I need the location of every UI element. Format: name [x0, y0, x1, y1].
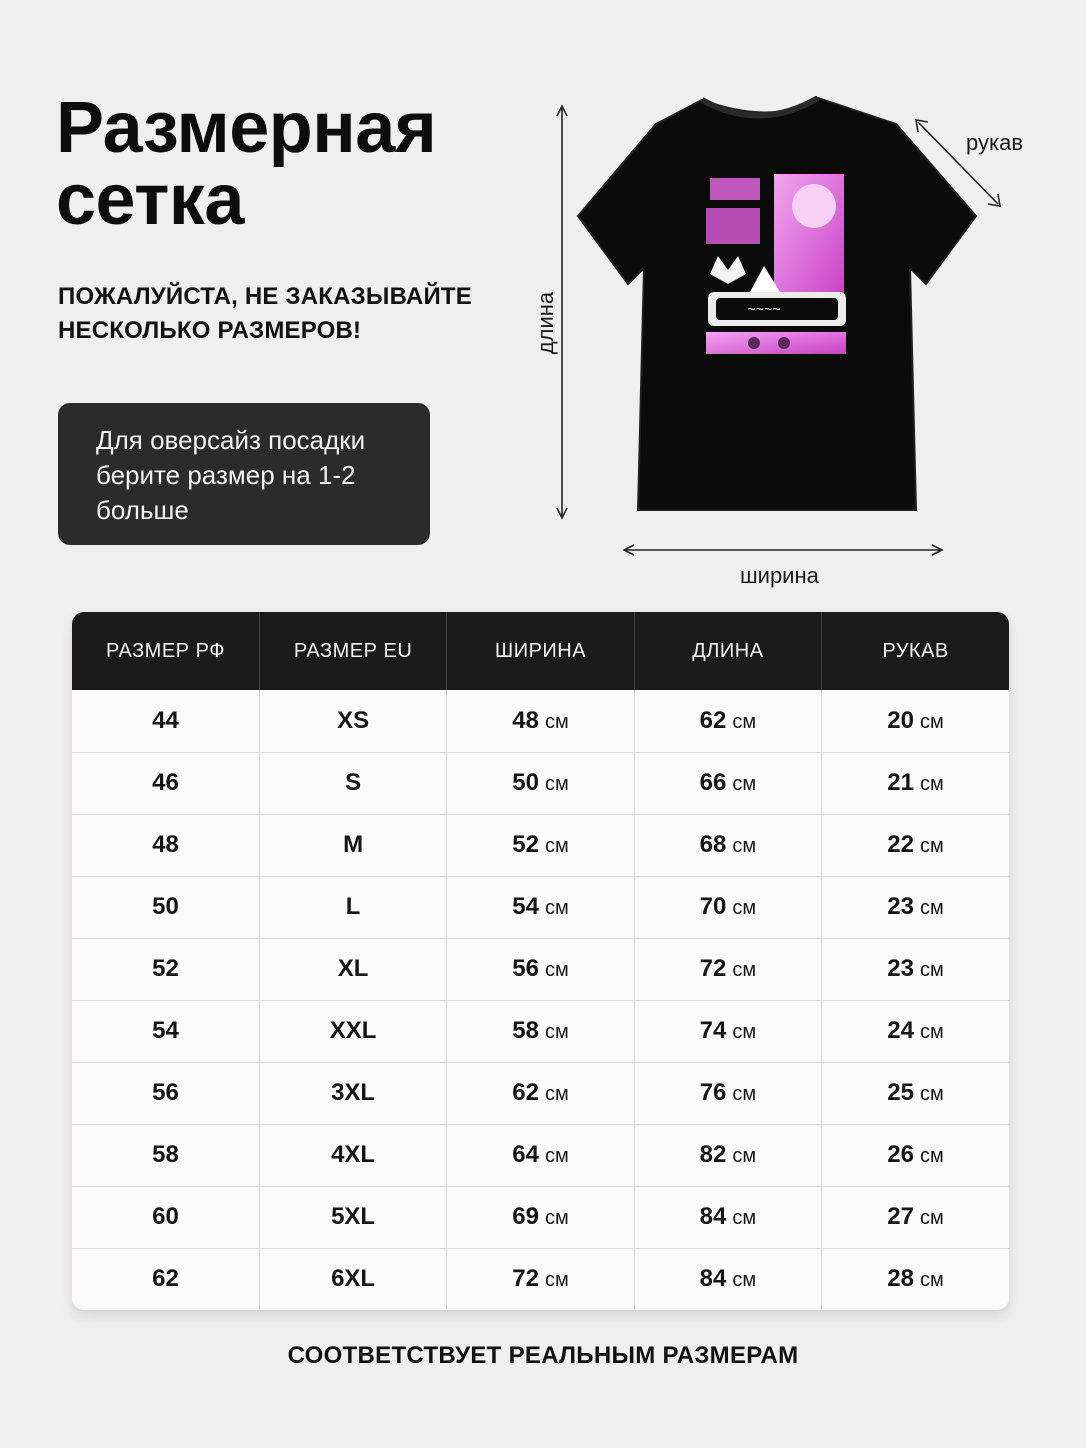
cell-width-value: 62 — [512, 1079, 539, 1106]
unit-label: см — [920, 959, 944, 981]
cell-width — [447, 690, 634, 752]
unit-label: см — [544, 1207, 569, 1229]
table-row — [72, 1248, 1009, 1310]
cell-length — [634, 1186, 821, 1248]
cell-size-ru — [72, 690, 259, 752]
cell-width-value: 64 — [512, 1141, 539, 1168]
cell-size-eu-value: S — [345, 769, 362, 796]
cell-sleeve — [822, 690, 1009, 752]
table-row — [72, 752, 1009, 814]
header-size-eu: РАЗМЕР EU — [259, 612, 446, 690]
cell-size-ru-value: 62 — [152, 1265, 179, 1293]
cell-size-ru-value: 56 — [152, 1079, 179, 1106]
oversize-tip — [58, 403, 430, 545]
cell-size-ru-value: 44 — [152, 706, 179, 734]
unit-label: см — [544, 710, 569, 733]
cell-size-eu-value: 6XL — [331, 1265, 376, 1293]
header-length: ДЛИНА — [634, 612, 821, 690]
table-row — [72, 876, 1009, 938]
cell-width-value: 58 — [512, 1017, 539, 1044]
order-warning — [58, 280, 518, 348]
cell-length — [634, 938, 821, 1000]
cell-length — [634, 1000, 821, 1062]
cell-width — [447, 1124, 634, 1186]
unit-label: см — [732, 1083, 757, 1105]
cell-width-value: 54 — [512, 893, 539, 920]
cell-size-eu-value: 5XL — [331, 1203, 376, 1230]
unit-label: см — [544, 835, 569, 857]
table-row — [72, 690, 1009, 752]
warning-line-2: НЕСКОЛЬКО РАЗМЕРОВ! — [58, 317, 362, 344]
cell-length — [634, 690, 821, 752]
table-row — [72, 1124, 1009, 1186]
cell-length — [634, 752, 821, 814]
unit-label: см — [544, 959, 569, 981]
cell-sleeve — [822, 1062, 1009, 1124]
cell-sleeve — [822, 1248, 1009, 1310]
unit-label: см — [544, 1021, 569, 1043]
cell-length-value: 70 — [699, 893, 727, 920]
cell-size-ru-value: 50 — [152, 893, 179, 920]
cell-size-ru — [72, 938, 259, 1000]
cell-sleeve-value: 20 — [887, 706, 914, 734]
table-row — [72, 938, 1009, 1000]
cell-size-eu — [259, 1062, 446, 1124]
cell-size-ru — [72, 752, 259, 814]
title-line-2: сетка — [56, 160, 244, 240]
unit-label: см — [920, 897, 944, 919]
cell-size-ru — [72, 1124, 259, 1186]
cell-sleeve — [822, 876, 1009, 938]
cell-sleeve-value: 26 — [887, 1141, 914, 1168]
table-row — [72, 814, 1009, 876]
cell-length-value: 68 — [699, 831, 727, 858]
tshirt-icon — [574, 96, 978, 520]
cell-sleeve-value: 23 — [887, 955, 914, 982]
cell-size-eu — [259, 1248, 446, 1310]
unit-label: см — [732, 835, 757, 857]
cell-size-eu — [259, 938, 446, 1000]
cell-length-value: 84 — [699, 1203, 727, 1230]
cell-sleeve — [822, 1124, 1009, 1186]
size-table — [72, 612, 1009, 1310]
cell-size-eu — [259, 876, 446, 938]
unit-label: см — [732, 897, 757, 919]
cell-size-eu-value: 4XL — [331, 1141, 376, 1168]
unit-label: см — [920, 1269, 944, 1292]
cell-size-ru — [72, 814, 259, 876]
unit-label: см — [732, 710, 757, 733]
cell-size-eu — [259, 1000, 446, 1062]
unit-label: см — [544, 897, 569, 919]
unit-label: см — [544, 773, 569, 795]
cell-length-value: 82 — [699, 1141, 727, 1168]
unit-label: см — [544, 1269, 569, 1292]
cell-sleeve-value: 28 — [887, 1265, 914, 1293]
header-size-ru: РАЗМЕР РФ — [72, 612, 259, 690]
header-sleeve: РУКАВ — [882, 639, 949, 662]
footer-note: СООТВЕТСТВУЕТ РЕАЛЬНЫМ РАЗМЕРАМ — [287, 1342, 799, 1369]
cell-size-ru — [72, 1000, 259, 1062]
cell-width — [447, 1186, 634, 1248]
table-row — [72, 1186, 1009, 1248]
cell-size-ru-value: 46 — [152, 769, 179, 796]
unit-label: см — [920, 1145, 944, 1167]
unit-label: см — [732, 773, 757, 795]
cell-size-eu — [259, 690, 446, 752]
cell-sleeve — [822, 1000, 1009, 1062]
length-label: длина — [533, 291, 558, 355]
cell-size-ru-value: 58 — [152, 1141, 179, 1168]
unit-label: см — [544, 1083, 569, 1105]
table-header-row — [72, 612, 1009, 690]
cell-length — [634, 1124, 821, 1186]
width-label: ширина — [740, 563, 819, 588]
cell-width — [447, 1062, 634, 1124]
cell-size-eu-value: 3XL — [331, 1079, 376, 1106]
table-row — [72, 1000, 1009, 1062]
cell-width-value: 56 — [512, 955, 539, 982]
table-row — [72, 1062, 1009, 1124]
unit-label: см — [732, 1207, 757, 1229]
cell-size-eu-value: M — [343, 831, 364, 858]
unit-label: см — [920, 773, 944, 795]
cell-width-value: 52 — [512, 831, 539, 858]
cell-sleeve-value: 27 — [887, 1203, 914, 1230]
cell-width-value: 50 — [512, 769, 539, 796]
unit-label: см — [732, 1021, 757, 1043]
cell-length — [634, 1062, 821, 1124]
cell-size-ru — [72, 1186, 259, 1248]
cell-size-ru — [72, 1248, 259, 1310]
cell-size-eu — [259, 1186, 446, 1248]
unit-label: см — [920, 1083, 944, 1105]
cell-size-ru — [72, 876, 259, 938]
cell-length — [634, 876, 821, 938]
cell-width — [447, 876, 634, 938]
unit-label: см — [732, 959, 757, 981]
unit-label: см — [920, 835, 944, 857]
cell-length-value: 76 — [699, 1079, 727, 1106]
unit-label: см — [732, 1145, 757, 1167]
cell-length-value: 62 — [699, 706, 727, 734]
cell-size-ru-value: 60 — [152, 1203, 179, 1230]
cell-sleeve — [822, 1186, 1009, 1248]
cell-size-ru-value: 48 — [152, 831, 179, 858]
cell-length-value: 84 — [699, 1265, 727, 1293]
cell-width — [447, 938, 634, 1000]
cell-size-eu — [259, 1124, 446, 1186]
cell-size-ru-value: 54 — [152, 1017, 179, 1044]
unit-label: см — [732, 1269, 757, 1292]
cell-length — [634, 814, 821, 876]
cell-width — [447, 1248, 634, 1310]
cell-width-value: 48 — [512, 706, 539, 734]
unit-label: см — [920, 1207, 944, 1229]
cell-sleeve-value: 22 — [887, 831, 914, 858]
cell-size-eu-value: XXL — [329, 1017, 377, 1044]
tip-line-3: больше — [96, 495, 189, 525]
cell-size-eu-value: L — [345, 893, 361, 920]
cell-sleeve-value: 25 — [887, 1079, 914, 1106]
cell-sleeve — [822, 938, 1009, 1000]
cell-length-value: 72 — [699, 955, 727, 982]
cell-sleeve-value: 23 — [887, 893, 914, 920]
cell-size-ru — [72, 1062, 259, 1124]
title-line-1: Размерная — [56, 88, 437, 168]
page-title — [56, 88, 437, 240]
cell-width — [447, 814, 634, 876]
cell-sleeve — [822, 752, 1009, 814]
tip-line-2: берите размер на 1-2 — [96, 460, 356, 490]
unit-label: см — [920, 710, 944, 733]
cell-size-eu-value: XS — [337, 706, 370, 734]
cell-sleeve-value: 24 — [887, 1017, 914, 1044]
tip-line-1: Для оверсайз посадки — [96, 425, 366, 455]
unit-label: см — [920, 1021, 944, 1043]
warning-line-1: ПОЖАЛУЙСТА, НЕ ЗАКАЗЫВАЙТЕ — [58, 283, 472, 310]
cell-sleeve-value: 21 — [887, 769, 914, 796]
cell-width-value: 72 — [512, 1265, 539, 1293]
unit-label: см — [544, 1145, 569, 1167]
sleeve-label: рукав — [966, 130, 1024, 155]
cell-width — [447, 752, 634, 814]
cell-size-eu-value: XL — [337, 955, 369, 982]
cell-width — [447, 1000, 634, 1062]
header-width: ШИРИНА — [447, 612, 634, 690]
cell-length-value: 74 — [699, 1017, 727, 1044]
tshirt-image — [574, 96, 978, 520]
cell-length-value: 66 — [699, 769, 727, 796]
cell-size-eu — [259, 752, 446, 814]
cell-size-eu — [259, 814, 446, 876]
cell-width-value: 69 — [512, 1203, 539, 1230]
svg-text:~~~~: ~~~~ — [747, 303, 781, 319]
cell-sleeve — [822, 814, 1009, 876]
cell-size-ru-value: 52 — [152, 955, 179, 982]
cell-length — [634, 1248, 821, 1310]
